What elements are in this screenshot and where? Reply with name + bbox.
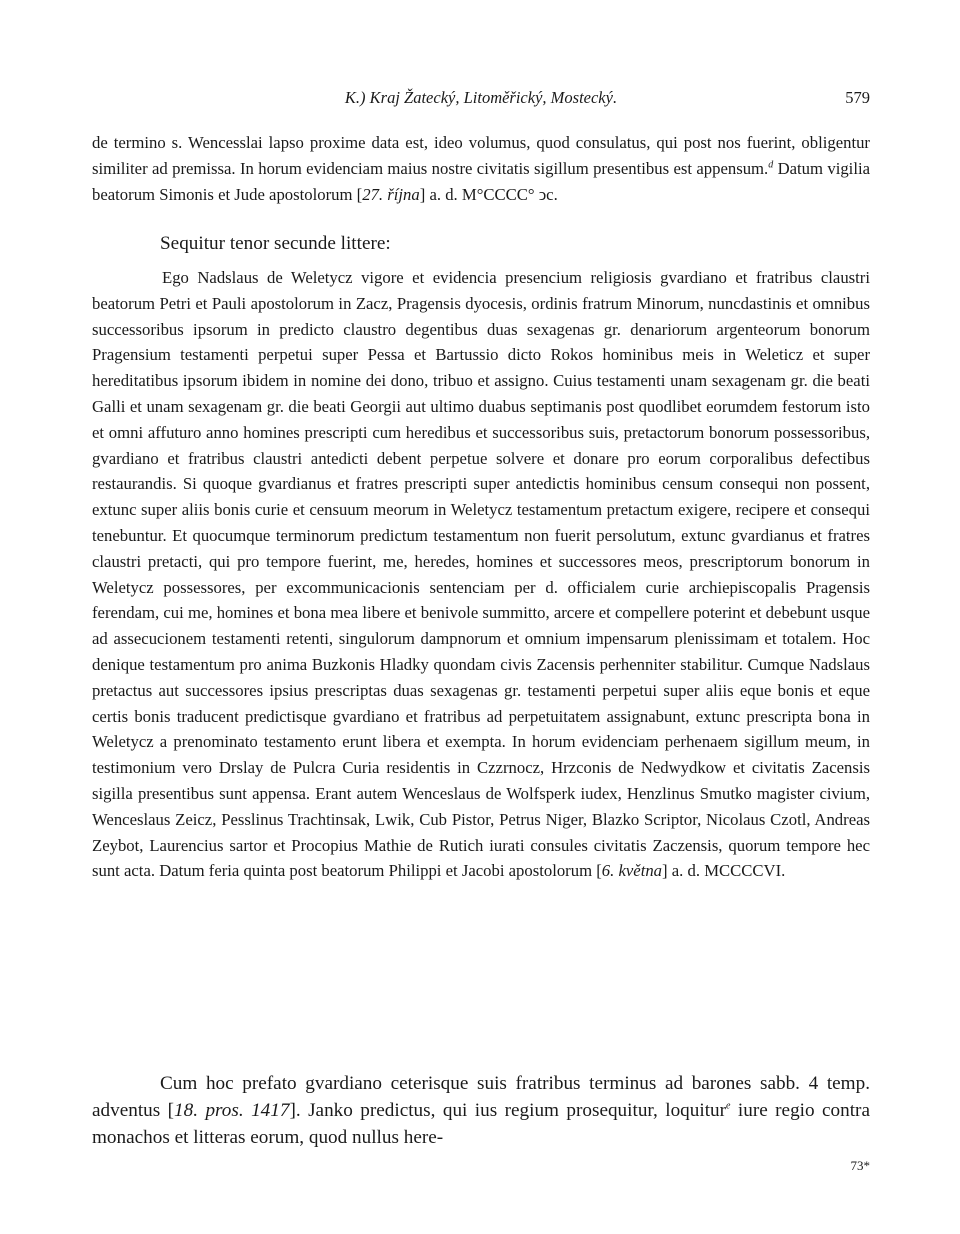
paragraph-3-text-c: iure regio contra monachos et litteras eorum, quod nullus here- (92, 1100, 870, 1148)
paragraph-2-text: Ego Nadslaus de Weletycz vigore et evidencia presencium religiosis gvardiano et fratribus claustri beatorum Petri et Pauli apostolorum in Zacz, Pragensis dyocesis, ordinis fratrum Minorum, nuncdastinis et omnibus successoribus ipsorum in predicto claustro degentibus duas sexagenas gr. denariorum argenteorum bonorum Pragensium testamenti perpetui super Pessa et Bartussio dicto Rokos hominibus meis in Weleticz et super hereditatibus ipsorum ibidem in nomine dei dono, tribuo et assigno. Cuius testamenti unam sexagenam gr. die beati Galli et unam sexagenam gr. die beati Georgii aut ultimo duabus septimanis post quodlibet eorumdem festorum isto et omni affuturo anno homines prescripti cum heredibus et successoribus suis, pretactorum bonorum possessoribus, gvardiano et fratribus claustri antedicti debent perpetue solvere et donare pro eorum corporalibus defectibus restaurandis. Si quoque gvardianus et fratres prescripti super antedictis hominibus censum consequi non possent, extunc super aliis bonis curie et censuum meorum in Weletycz testamentum pretactum exigere, recipere et consequi tenebuntur. Et quocumque terminorum predictum testamentum non fuerit persolutum, extunc gvardianus et fratres claustri pretacti, qui pro tempore fuerint, me, heredes, homines et successores meos, prescriptorum bonorum in Weletycz possessores, per excommunicacionis sentenciam per d. officialem curie archiepiscopalis Pragensis ferendam, cui me, homines et bona mea libere et benivole summitto, arcere et compellere poterint et debebunt usque ad assecucionem testamenti retenti, singulorum dampnorum et omnium impensarum plenissimam et totalem. Hoc denique testamentum pro anima Buzkonis Hladky quondam civis Zacensis perhenniter stabilitur. Cumque Nadslaus pretactus aut successores ipsius prescriptas duas sexagenas gr. testamenti perpetui super aliis eque bonis et eque certis bonis traducent predictisque gvardiano et fratribus ad perpetuitatem assignabunt, extunc prescripta bona in Weletycz a prenominato testamento erunt libera et exempta. In horum evidenciam perhenaem sigillum meum, in testimonium vero Drslay de Pulcra Curia residentis in Czzrnocz, Hrzconis de Nedwydkow et civitatis Zacensis sigilla presentibus sunt appensa. Erant autem Wenceslaus de Wolfsperk iudex, Henzlinus Smutko magister civium, Wenceslaus Zeicz, Pesslinus Trachtinsak, Lwik, Cub Pistor, Petrus Niger, Blazko Scriptor, Nicolaus Czotl, Andreas Zeybot, Laurencius sartor et Procopius Mathie de Rutich iurati consules civitatis Zaczensis, quorum tempore hec sunt acta. Datum feria quinta post beatorum Philippi et Jacobi apostolorum [ (92, 268, 870, 881)
page-number: 579 (845, 88, 870, 107)
header-title: K.) Kraj Žatecký, Litoměřický, Mostecký. (344, 88, 618, 107)
paragraph-3-text-b: ]. Janko predictus, qui ius regium prosequitur, loquitur (289, 1100, 727, 1121)
paragraph-3 (92, 1070, 870, 1151)
paragraph-1-text-c: ] a. d. M°CCCC° ͻc. (419, 184, 558, 204)
paragraph-1-text-b: Datum vigilia beatorum Simonis et Jude apostolorum [ (92, 158, 870, 204)
paragraph-3-text-a: Cum hoc prefato gvardiano ceterisque suis fratribus terminus ad barones sabb. 4 temp. adventus [ (92, 1073, 870, 1121)
paragraph-1 (92, 130, 870, 207)
paragraph-1-text: de termino s. Wencesslai lapso proxime data est, ideo volumus, quod consulatus, qui post nos fuerint, obligentur similiter ad premissa. In horum evidenciam maius nostre civitatis sigillum presentibus est appensum. (92, 133, 870, 178)
date-note-3: 18. pros. 1417 (174, 1100, 290, 1121)
footnote-mark-e: e (726, 1100, 731, 1112)
footnote-mark-d: d (768, 159, 774, 171)
date-note-2: 6. května (601, 861, 663, 881)
date-note: 27. října (362, 184, 420, 204)
paragraph-2 (92, 265, 870, 884)
paragraph-2-end: ] a. d. MCCCCVI. (662, 861, 786, 881)
signature-mark: 73* (850, 1158, 870, 1173)
running-header (92, 88, 870, 110)
section-heading: Sequitur tenor secunde littere: (160, 233, 391, 254)
